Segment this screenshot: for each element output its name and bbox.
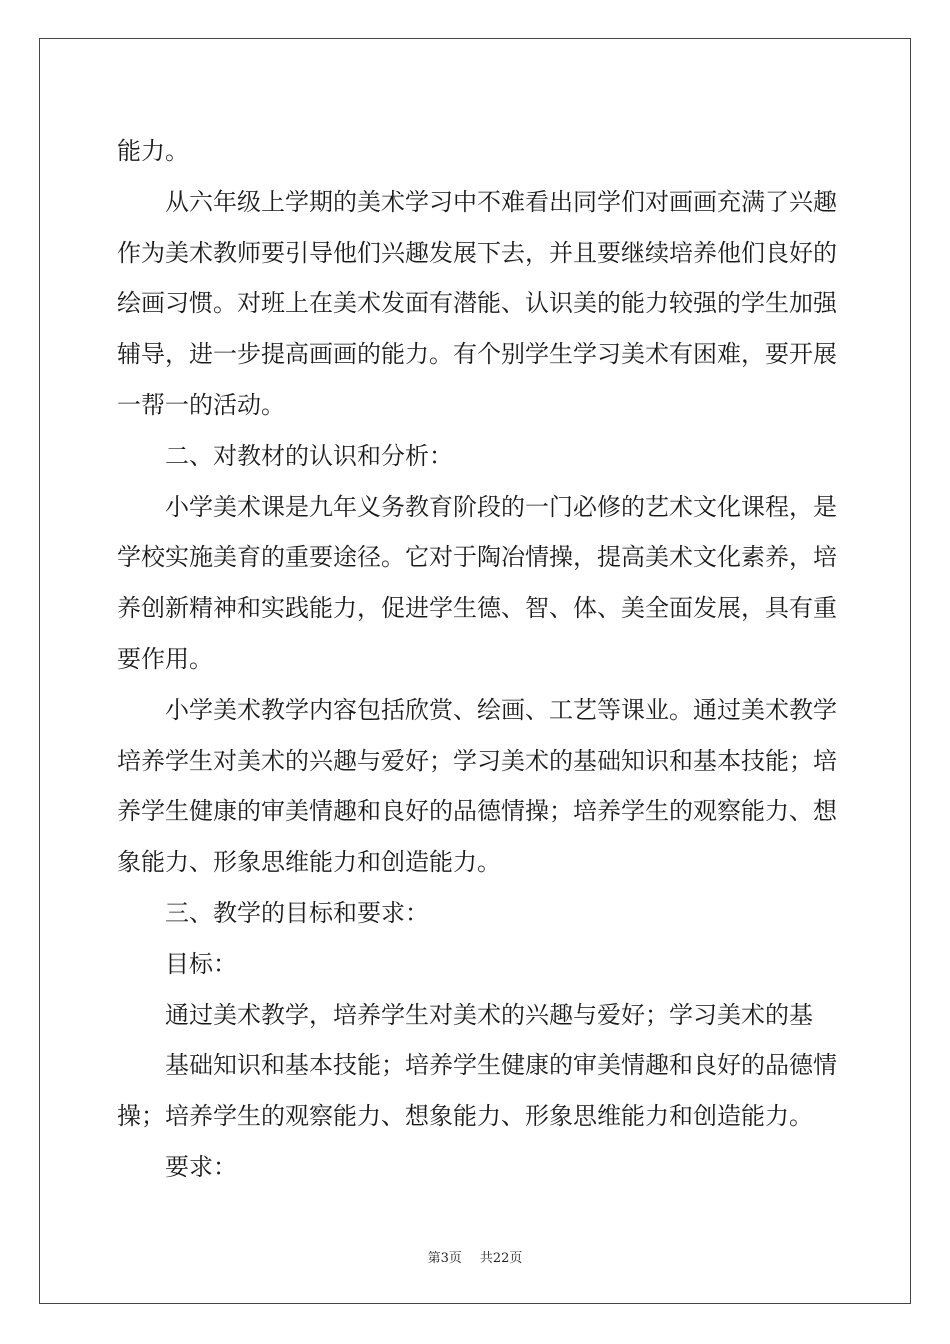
text-line: 从六年级上学期的美术学习中不难看出同学们对画画充满了兴趣 (165, 187, 837, 216)
text-line: 辅导，进一步提高画画的能力。有个别学生学习美术有困难，要开展 (117, 340, 837, 369)
total-pages: 共22页 (479, 1251, 523, 1266)
text-line: 作为美术教师要引导他们兴趣发展下去，并且要继续培养他们良好的 (117, 238, 837, 267)
document-body (117, 126, 837, 1193)
text-line: 目标： (165, 949, 237, 978)
text-line: 要作用。 (117, 644, 213, 673)
text-line: 象能力、形象思维能力和创造能力。 (117, 848, 501, 877)
text-line: 小学美术课是九年义务教育阶段的一门必修的艺术文化课程，是 (165, 492, 837, 521)
text-line: 绘画习惯。对班上在美术发面有潜能、认识美的能力较强的学生加强 (117, 289, 837, 318)
text-line: 三、教学的目标和要求： (165, 898, 429, 927)
text-line: 养创新精神和实践能力，促进学生德、智、体、美全面发展，具有重 (117, 594, 837, 623)
page-number: 第3页 (427, 1251, 462, 1266)
text-line: 要求： (165, 1152, 237, 1181)
text-line: 通过美术教学，培养学生对美术的兴趣与爱好；学习美术的基 (165, 1000, 813, 1029)
text-line: 学校实施美育的重要途径。它对于陶冶情操，提高美术文化素养，培 (117, 543, 837, 572)
text-line: 培养学生对美术的兴趣与爱好；学习美术的基础知识和基本技能；培 (117, 746, 837, 775)
page-footer (0, 1247, 950, 1266)
text-line: 一帮一的活动。 (117, 390, 285, 419)
text-line: 二、对教材的认识和分析： (165, 441, 453, 470)
text-line: 基础知识和基本技能；培养学生健康的审美情趣和良好的品德情 (165, 1051, 837, 1080)
text-line: 小学美术教学内容包括欣赏、绘画、工艺等课业。通过美术教学 (165, 695, 837, 724)
text-line: 操；培养学生的观察能力、想象能力、形象思维能力和创造能力。 (117, 1102, 813, 1131)
text-line: 养学生健康的审美情趣和良好的品德情操；培养学生的观察能力、想 (117, 797, 837, 826)
text-line: 能力。 (117, 137, 189, 165)
